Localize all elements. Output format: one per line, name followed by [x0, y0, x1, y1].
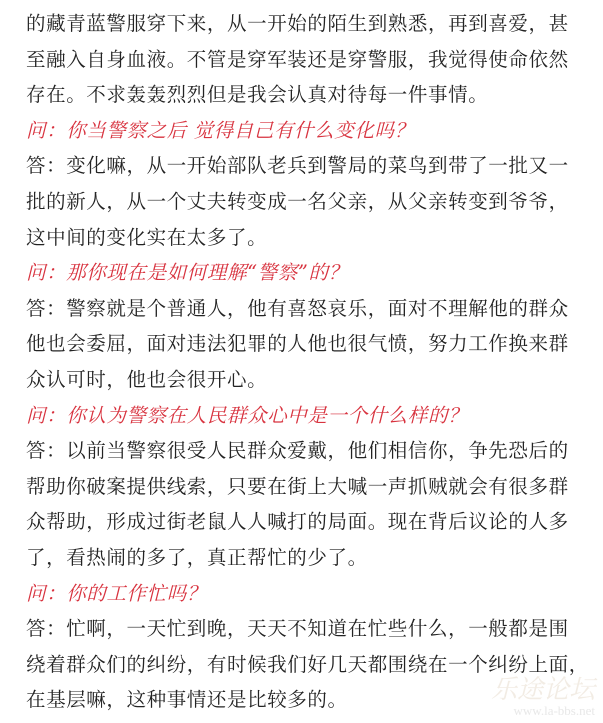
text-line: 答：警察就是个普通人，他有喜怒哀乐，面对不理解他的群众 [26, 296, 569, 320]
question-4: 问：你的工作忙吗？ [26, 581, 207, 605]
watermark [491, 677, 595, 719]
watermark-logo: 乐途论坛 [490, 675, 595, 704]
text-line: 答：忙啊，一天忙到晚，天天不知道在忙些什么，一般都是围 [26, 617, 569, 641]
text-line: 在基层嘛，这种事情还是比较多的。 [26, 688, 348, 712]
answer-continuation [26, 6, 586, 113]
text-line: 至融入自身血液。不管是穿军装还是穿警服，我觉得使命依然 [26, 47, 569, 71]
text-line: 批的新人，从一个丈夫转变成一名父亲，从父亲转变到爷爷， [26, 189, 569, 213]
text-line: 众帮助，形成过街老鼠人人喊打的局面。现在背后议论的人多 [26, 510, 569, 534]
answer-3 [26, 433, 586, 575]
text-line: 帮助你破案提供线索，只要在街上大喊一声抓贼就会有很多群 [26, 474, 569, 498]
question-3: 问：你认为警察在人民群众心中是一个什么样的？ [26, 403, 469, 427]
text-line: 这中间的变化实在太多了。 [26, 225, 268, 249]
answer-2 [26, 291, 586, 398]
text-line: 他也会委屈，面对违法犯罪的人他也很气愤，努力工作换来群 [26, 332, 569, 356]
text-line: 答：变化嘛，从一开始部队老兵到警局的菜鸟到带了一批又一 [26, 154, 569, 178]
text-line: 存在。不求轰轰烈烈但是我会认真对待每一件事情。 [26, 83, 489, 107]
watermark-url: www.la-bbs.net [513, 703, 595, 718]
text-line: 的藏青蓝警服穿下来，从一开始的陌生到熟悉，再到喜爱，甚 [26, 12, 569, 35]
text-line: 了，看热闹的多了，真正帮忙的少了。 [26, 545, 368, 569]
question-2: 问：那你现在是如何理解“警察”的？ [26, 261, 349, 285]
text-line: 答：以前当警察很受人民群众爱戴，他们相信你，争先恐后的 [26, 439, 569, 463]
text-line: 绕着群众们的纠纷，有时候我们好几天都围绕在一个纠纷上面， [26, 652, 589, 676]
text-line: 众认可时，他也会很开心。 [26, 367, 268, 391]
qa-document [26, 6, 589, 718]
answer-1 [26, 148, 586, 255]
question-1: 问：你当警察之后 觉得自己有什么变化吗？ [26, 118, 415, 142]
